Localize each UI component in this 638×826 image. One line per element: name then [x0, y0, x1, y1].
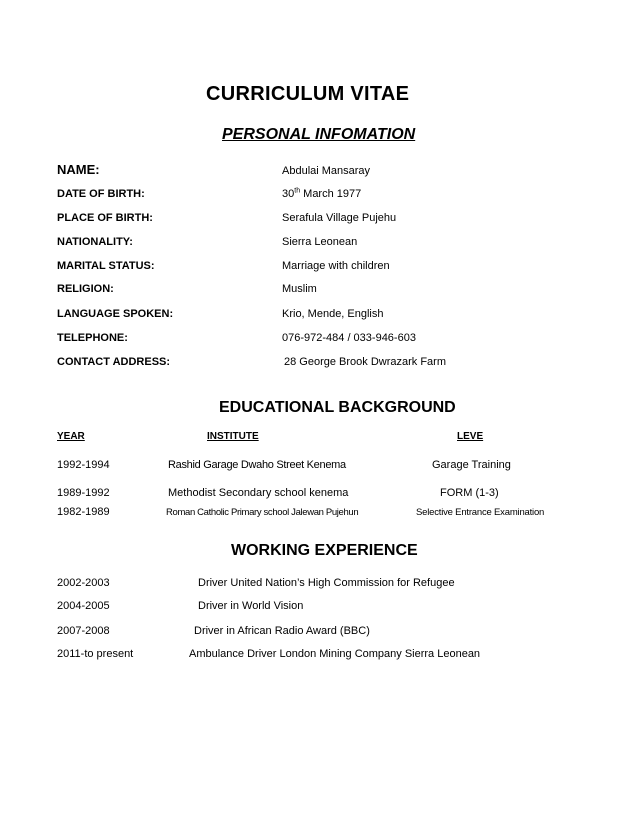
pob-value: Serafula Village Pujehu [282, 212, 397, 224]
edu-year: 1989-1992 [57, 487, 110, 499]
col-header-year: YEAR [57, 431, 85, 442]
col-header-institute: INSTITUTE [207, 431, 259, 442]
education-heading: EDUCATIONAL BACKGROUND [219, 399, 456, 416]
work-heading: WORKING EXPERIENCE [231, 542, 418, 559]
edu-level: FORM (1-3) [440, 487, 499, 499]
telephone-value: 076-972-484 / 033-946-603 [282, 332, 416, 344]
work-role: Driver in African Radio Award (BBC) [194, 625, 370, 637]
col-header-level: LEVE [457, 431, 484, 442]
dob-month-year: March 1977 [300, 188, 362, 200]
dob-suffix: th [294, 187, 301, 195]
work-role: Ambulance Driver London Mining Company Sierra Leonean [189, 648, 481, 660]
telephone-label: TELEPHONE: [57, 332, 128, 344]
language-value: Krio, Mende, English [282, 308, 384, 320]
edu-institute: Rashid Garage Dwaho Street Kenema [168, 459, 346, 471]
marital-value: Marriage with children [282, 260, 390, 272]
work-role: Driver in World Vision [198, 600, 304, 612]
edu-year: 1982-1989 [57, 506, 110, 518]
language-label: LANGUAGE SPOKEN: [57, 308, 174, 320]
document-title: CURRICULUM VITAE [206, 83, 410, 105]
religion-value: Muslim [282, 283, 317, 295]
dob-day: 30 [282, 188, 295, 200]
edu-institute: Methodist Secondary school kenema [168, 487, 349, 499]
dob-value [282, 188, 361, 200]
address-value: 28 George Brook Dwrazark Farm [284, 356, 446, 368]
work-period: 2011-to present [57, 648, 134, 660]
address-label: CONTACT ADDRESS: [57, 356, 171, 368]
name-value: Abdulai Mansaray [282, 165, 371, 177]
pob-label: PLACE OF BIRTH: [57, 212, 153, 224]
work-role: Driver United Nation’s High Commission for Refugee [198, 577, 455, 589]
marital-label: MARITAL STATUS: [57, 260, 155, 272]
edu-level: Selective Entrance Examination [416, 507, 545, 518]
edu-level: Garage Training [432, 459, 511, 471]
work-period: 2007-2008 [57, 625, 110, 637]
personal-info-heading: PERSONAL INFOMATION [222, 126, 416, 143]
work-period: 2002-2003 [57, 577, 110, 589]
religion-label: RELIGION: [57, 283, 114, 295]
edu-year: 1992-1994 [57, 459, 110, 471]
edu-institute: Roman Catholic Primary school Jalewan Pujehun [166, 507, 359, 518]
work-period: 2004-2005 [57, 600, 110, 612]
nationality-value: Sierra Leonean [282, 236, 358, 248]
nationality-label: NATIONALITY: [57, 236, 133, 248]
dob-label: DATE OF BIRTH: [57, 188, 145, 200]
name-label: NAME: [57, 162, 100, 177]
